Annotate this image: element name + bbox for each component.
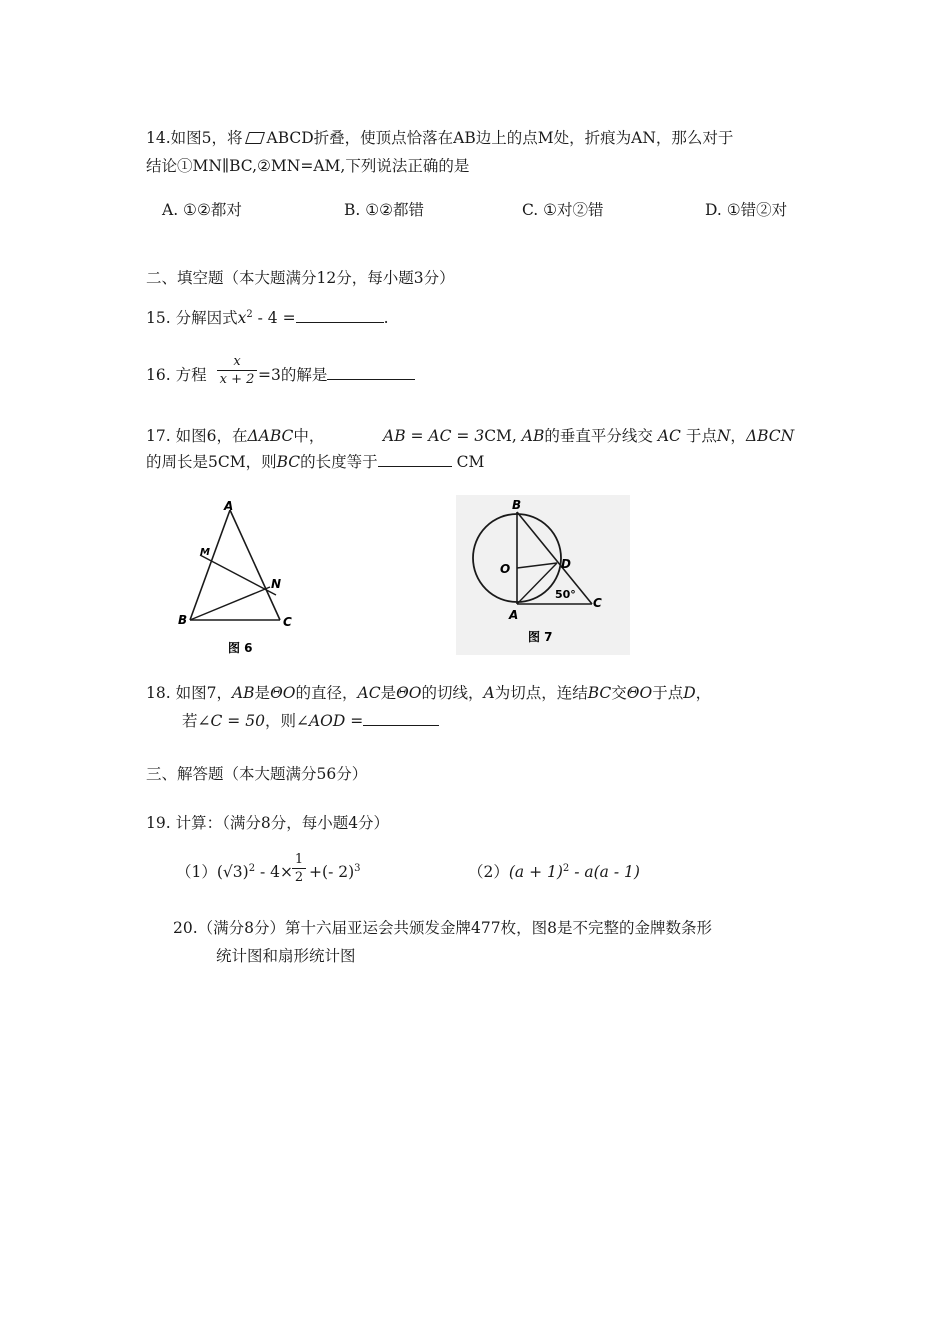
q17-d: AB = AC = 3 <box>383 427 485 445</box>
q17-a: 17. 如图6，在 <box>146 427 248 445</box>
q17-i: 于点 <box>685 427 717 445</box>
q18-n: ΘO <box>626 684 653 702</box>
q19-p1-c: +(- 2) <box>309 863 355 881</box>
q17-h: AC <box>657 427 681 445</box>
q14-option-b: B. ①②都错 <box>344 201 425 219</box>
q18-line2-expr: ∠AOD = <box>295 712 364 730</box>
q16-denominator: x + 2 <box>219 372 255 387</box>
q17-line2-pre: 的周长是5CM，则 <box>146 453 277 471</box>
q17-c: 中， <box>293 427 325 445</box>
q15-answer-blank[interactable] <box>296 308 384 323</box>
q17-line2-var: BC <box>276 453 301 471</box>
fig7-label-o: O <box>500 562 511 576</box>
section-2-heading: 二、填空题（本大题满分12分，每小题3分） <box>146 269 455 287</box>
q19-p2-b: - a(a - 1) <box>569 863 640 881</box>
q14-line1-pre: 14.如图5，将 <box>146 129 243 147</box>
fig7-label-c: C <box>593 596 602 610</box>
q16-numerator: x <box>233 354 241 369</box>
q17-l: ΔBCN <box>745 427 795 445</box>
q18-c: 是 <box>254 684 271 702</box>
q16-pre: 16. 方程 <box>146 366 207 384</box>
q16-fraction <box>217 354 257 387</box>
q18-j: A <box>483 684 495 702</box>
q16-post: =3的解是 <box>258 366 328 384</box>
figure-6 <box>170 495 310 665</box>
q18-line1 <box>146 683 711 703</box>
fig7-label-b: B <box>512 498 522 512</box>
q15-pre: 15. 分解因式 <box>146 309 238 327</box>
fig6-label-c: C <box>283 615 292 629</box>
q17-g: 的垂直平分线交 <box>544 427 653 445</box>
q14-line1 <box>146 128 733 148</box>
fig6-label-b: B <box>178 613 188 627</box>
q18-g: 是 <box>380 684 397 702</box>
fig7-caption: 图 7 <box>528 630 553 644</box>
fig6-label-a: A <box>224 499 234 513</box>
q19-p2-a-exp: 2 <box>562 863 570 874</box>
q19-p1-label: （1） <box>176 863 217 881</box>
q19-p2-a: (a + 1) <box>508 863 563 881</box>
parallelogram-icon <box>245 132 265 144</box>
q18-m: 交 <box>611 684 627 702</box>
q17-e: CM, <box>484 427 517 445</box>
q20-line1: 20.（满分8分）第十六届亚运会共颁发金牌477枚，图8是不完整的金牌数条形 <box>173 919 712 937</box>
q19-p2-label: （2） <box>468 863 509 881</box>
q17-line1-a <box>146 426 324 446</box>
q17-j: N <box>716 427 731 445</box>
figure-7 <box>456 495 630 655</box>
q19-p1-frac-num: 1 <box>294 852 304 867</box>
q18-line2-pre: 若 <box>182 712 198 730</box>
q19-p1-c-exp: 3 <box>354 863 361 874</box>
q15-var: x <box>237 309 247 327</box>
q14-line2: 结论①MN∥BC,②MN=AM,下列说法正确的是 <box>146 157 470 175</box>
q18-q: ， <box>695 684 712 702</box>
q20-line2: 统计图和扇形统计图 <box>216 947 356 965</box>
q15-rest: - 4 = <box>252 309 296 327</box>
q18-h: ΘO <box>396 684 422 702</box>
q18-answer-blank[interactable] <box>363 711 439 726</box>
fig7-label-a: A <box>509 608 519 622</box>
section-3-heading: 三、解答题（本大题满分56分） <box>146 765 368 783</box>
q16-post-line <box>258 365 415 385</box>
q16-answer-blank[interactable] <box>327 365 415 380</box>
fig6-label-m: M <box>200 547 210 558</box>
q17-k: ， <box>730 427 746 445</box>
q19-part2 <box>468 862 640 885</box>
q19-p1-b: - 4× <box>255 863 294 881</box>
q15-end: . <box>383 309 389 327</box>
q18-line2 <box>182 711 439 731</box>
q19-p1-frac-den: 2 <box>294 870 304 885</box>
q17-line2-mid: 的长度等于 <box>300 453 378 471</box>
q19-p1-a: (√3) <box>216 863 249 881</box>
q18-l: BC <box>587 684 612 702</box>
q18-o: 于点 <box>652 684 684 702</box>
q18-a: 18. 如图7， <box>146 684 232 702</box>
q15-exp: 2 <box>246 309 253 320</box>
fig6-label-n: N <box>271 577 282 591</box>
q18-d: ΘO <box>270 684 296 702</box>
q17-line2 <box>146 452 484 472</box>
q18-p: D <box>683 684 696 702</box>
q19-part1 <box>176 862 361 885</box>
q14-line1-post: ABCD折叠，使顶点恰落在AB边上的点M处，折痕为AN，那么对于 <box>266 129 734 147</box>
q18-line2-angle: ∠C = 50 <box>197 712 265 730</box>
q19-title: 19. 计算：（满分8分，每小题4分） <box>146 814 390 832</box>
q14-option-a: A. ①②都对 <box>162 201 242 219</box>
q18-k: 为切点，连结 <box>494 684 588 702</box>
q14-option-c: C. ①对②错 <box>522 201 604 219</box>
q17-b: ΔABC <box>247 427 294 445</box>
q17-f: AB <box>521 427 545 445</box>
q19-p1-a-exp: 2 <box>248 863 256 874</box>
q14-option-d: D. ①错②对 <box>705 201 788 219</box>
fig6-caption: 图 6 <box>228 641 253 655</box>
fig7-label-d: D <box>561 557 571 571</box>
q18-i: 的切线， <box>421 684 484 702</box>
q17-answer-blank[interactable] <box>378 452 452 467</box>
q17-line1-b <box>383 426 794 446</box>
q15 <box>146 308 389 331</box>
q19-p1-fraction <box>292 852 306 885</box>
q18-b: AB <box>231 684 255 702</box>
q17-line2-unit: CM <box>456 453 485 471</box>
q18-f: AC <box>357 684 381 702</box>
fig7-angle-label: 50° <box>555 588 576 601</box>
q18-e: 的直径， <box>295 684 358 702</box>
q18-line2-mid: ，则 <box>264 712 296 730</box>
